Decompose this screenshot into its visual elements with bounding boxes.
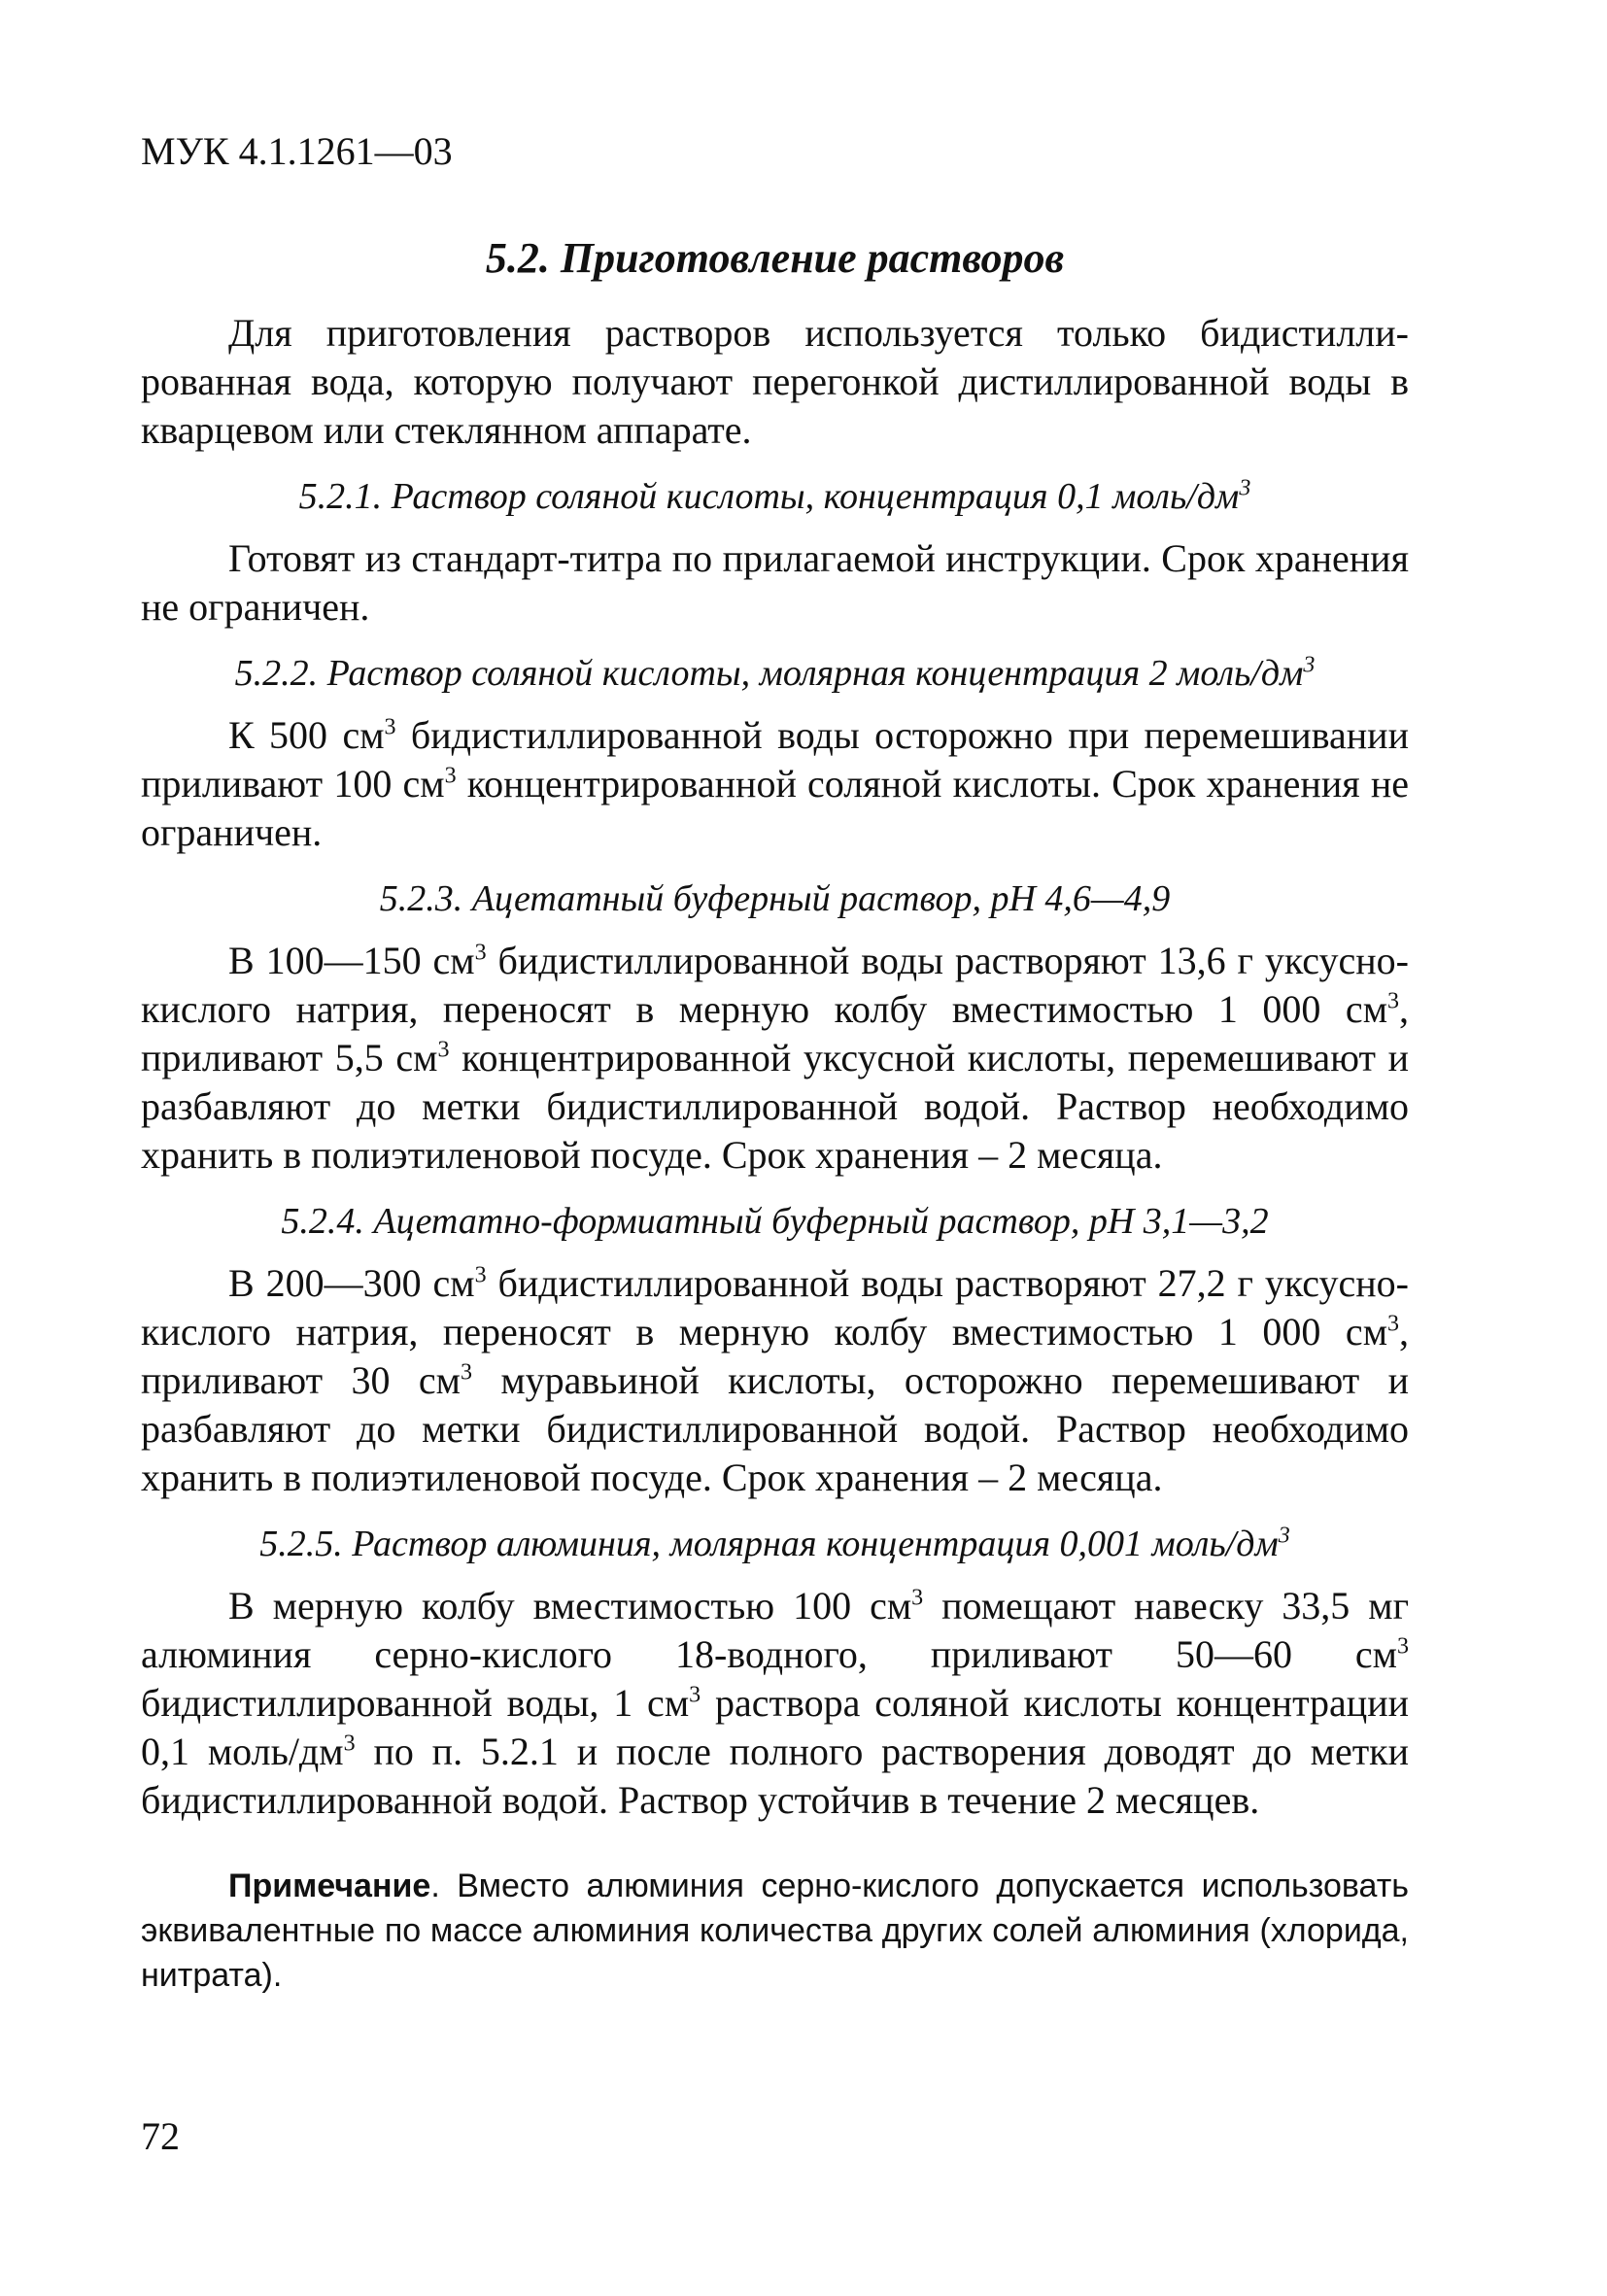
subsection-heading-5-2-2 <box>141 649 1409 698</box>
superscript: 3 <box>474 940 487 966</box>
paragraph-text: концентрированной соляной кислоты. Срок хранения не ограничен. <box>141 762 1409 854</box>
subsection-heading-text: 5.2.4. Ацетатно-формиатный буферный раствор, рН 3,1—3,2 <box>281 1201 1269 1242</box>
paragraph-text: раствора соляной кислоты концентрации 0,1 моль/дм <box>141 1681 1410 1773</box>
superscript: 3 <box>384 714 396 740</box>
note-label: Примечание <box>228 1868 431 1904</box>
subsection-heading-5-2-5 <box>141 1520 1409 1568</box>
paragraph-text: В 100—150 см <box>228 939 475 982</box>
superscript: 3 <box>460 1359 472 1386</box>
subsection-heading-text: 5.2.2. Раствор соляной кислоты, молярная концентрация 2 моль/дм <box>234 653 1304 694</box>
paragraph-text: бидистиллированной воды растворяют 27,2 г уксусно-кислого натрия, переносят в мерную колбу вместимостью 1 000 см <box>141 1261 1410 1354</box>
subsection-heading-5-2-1 <box>141 472 1409 521</box>
note-text: . Вместо алюминия серно-кислого допускается использовать эквивалентные по массе алюминия количества других солей алюминия (хлорида, нитрата). <box>141 1868 1409 1994</box>
subsection-heading-text: 5.2.1. Раствор соляной кислоты, концентрация 0,1 моль/дм <box>298 476 1240 517</box>
paragraph-text: , приливают 5,5 см <box>141 987 1409 1079</box>
superscript: 3 <box>1387 1311 1399 1337</box>
paragraph-text: , приливают 30 см <box>141 1310 1409 1402</box>
superscript: 3 <box>1387 988 1399 1014</box>
note-paragraph <box>141 1864 1409 1998</box>
document-code-header: МУК 4.1.1261—03 <box>141 129 453 173</box>
superscript: 3 <box>444 763 457 789</box>
superscript: 3 <box>437 1037 450 1063</box>
paragraph-text: бидистиллированной воды осторожно при перемешивании приливают 100 см <box>141 713 1409 805</box>
paragraph-text: помещают навеску 33,5 мг алюминия серно-кислого 18-водного, приливают 50—60 см <box>141 1584 1409 1676</box>
subsection-heading-text: 5.2.5. Раствор алюминия, молярная концентрация 0,001 моль/дм <box>259 1524 1279 1564</box>
paragraph-text: по п. 5.2.1 и после полного растворения доводят до метки бидистиллированной водой. Раствор устойчив в течение 2 месяцев. <box>141 1730 1410 1822</box>
paragraph-text: бидистиллированной воды, 1 см <box>141 1681 690 1725</box>
subsection-heading-5-2-4 <box>141 1197 1409 1246</box>
superscript: 3 <box>1397 1633 1409 1660</box>
superscript: 3 <box>911 1585 924 1611</box>
section-intro-paragraph: Для приготовления растворов используется только бидистиллированная вода, которую получают перегонкой дистиллированной воды в кварцевом или стеклянном аппарате. <box>141 311 1409 452</box>
paragraph-text: бидистиллированной воды растворяют 13,6 г уксусно-кислого натрия, переносят в мерную колбу вместимостью 1 000 см <box>141 939 1410 1031</box>
subsection-paragraph-5-2-4 <box>141 1259 1409 1502</box>
paragraph-text: концентрированной уксусной кислоты, перемешивают и разбавляют до метки бидистиллированной водой. Раствор необходимо хранить в полиэтиленовой посуде. Срок хранения – 2 месяца. <box>141 1036 1409 1177</box>
subsection-paragraph-5-2-5 <box>141 1582 1409 1825</box>
paragraph-text: К 500 см <box>228 713 385 757</box>
paragraph-text: В 200—300 см <box>228 1261 475 1305</box>
section-heading: 5.2. Приготовление растворов <box>485 234 1065 282</box>
subsection-paragraph-5-2-1 <box>141 534 1409 632</box>
superscript: 3 <box>1239 475 1251 501</box>
subsection-paragraph-5-2-2 <box>141 711 1409 857</box>
page-number: 72 <box>141 2114 180 2158</box>
superscript: 3 <box>474 1262 487 1288</box>
superscript: 3 <box>1278 1523 1290 1549</box>
paragraph-text: В мерную колбу вместимостью 100 см <box>228 1584 912 1628</box>
subsection-heading-text: 5.2.3. Ацетатный буферный раствор, рН 4,6—4,9 <box>379 878 1171 919</box>
document-body <box>141 233 1409 1998</box>
subsection-paragraph-5-2-3 <box>141 937 1409 1180</box>
subsection-heading-5-2-3 <box>141 874 1409 923</box>
paragraph-text: муравьиной кислоты, осторожно перемешивают и разбавляют до метки бидистиллированной водой. Раствор необходимо хранить в полиэтиленовой посуде. Срок хранения – 2 месяца. <box>141 1358 1409 1499</box>
superscript: 3 <box>689 1682 701 1708</box>
paragraph-text: Готовят из стандарт-титра по прилагаемой инструкции. Срок хранения не ограничен. <box>141 536 1409 629</box>
superscript: 3 <box>1303 652 1316 678</box>
superscript: 3 <box>343 1731 356 1757</box>
